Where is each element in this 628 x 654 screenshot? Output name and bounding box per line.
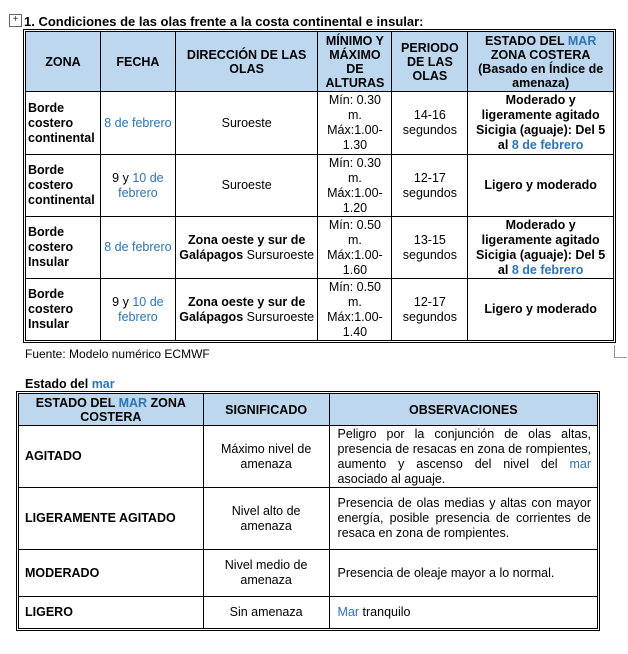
row-fecha <box>100 217 175 279</box>
row-zona: Borde costero Insular <box>26 217 101 279</box>
row-periodo: 12-17 segundos <box>392 155 468 217</box>
table-header-row <box>26 32 614 92</box>
dir: Suroeste <box>221 115 272 130</box>
row-direccion <box>175 92 318 155</box>
estado: Ligero y moderado <box>484 178 597 192</box>
estado: Moderado y ligeramente agitado Sicigia (aguaje): Del 5 al <box>476 217 606 277</box>
row-fecha <box>100 279 175 341</box>
header-significado: SIGNIFICADO <box>203 394 329 426</box>
row-direccion <box>175 279 318 341</box>
header-estado <box>468 32 614 92</box>
table-header-row <box>19 394 598 426</box>
wave-conditions-table <box>25 31 614 341</box>
dir-bold: Zona oeste y sur de Galápagos <box>179 294 306 324</box>
obs-pre: Peligro por la conjunción de olas altas, presencia de resacas en zona de rompientes, aumento y ascenso del nivel del <box>337 426 591 471</box>
header-zona: ZONA <box>26 32 101 92</box>
sea-state-table <box>18 393 598 629</box>
fecha-hl: 10 de febrero <box>118 294 164 324</box>
obs-post: asociado al aguaje. <box>337 471 446 486</box>
header-estado-c: (Basado en Índice de amenaza) <box>478 61 604 90</box>
fecha-pre: 9 y <box>112 170 133 185</box>
row-estado: LIGERO <box>19 597 204 629</box>
row-periodo: 12-17 segundos <box>392 279 468 341</box>
row-estado <box>468 155 614 217</box>
row-fecha <box>100 155 175 217</box>
table-row <box>19 597 598 629</box>
row-zona: Borde costero Insular <box>26 279 101 341</box>
header-estado-a: ESTADO DEL <box>484 33 568 48</box>
row-estado <box>468 217 614 279</box>
obs-post: tranquilo <box>359 605 411 619</box>
row-significado: Nivel medio de amenaza <box>203 550 329 597</box>
row-significado: Sin amenaza <box>203 597 329 629</box>
header-estado-a: ESTADO DEL <box>35 395 119 410</box>
row-observaciones <box>329 426 597 488</box>
row-observaciones <box>329 550 597 597</box>
row-fecha <box>100 92 175 155</box>
dir-bold: Zona oeste y sur de Galápagos <box>179 232 306 262</box>
row-estado <box>468 92 614 155</box>
header-estado-hl: MAR <box>118 395 148 410</box>
row-significado: Nivel alto de amenaza <box>203 488 329 550</box>
header-observaciones: OBSERVACIONES <box>329 394 597 426</box>
header-minmax: MÍNIMO Y MÁXIMO DE ALTURAS <box>318 32 392 92</box>
dir: Sursuroeste <box>246 247 315 262</box>
dir: Sursuroeste <box>246 309 315 324</box>
header-estado-b: ZONA COSTERA <box>490 47 591 62</box>
row-estado: MODERADO <box>19 550 204 597</box>
header-periodo: PERIODO DE LAS OLAS <box>392 32 468 92</box>
row-observaciones <box>329 597 597 629</box>
fecha-pre: 9 y <box>112 294 133 309</box>
row-minmax: Mín: 0.50 m. Máx:1.00-1.60 <box>318 217 392 279</box>
table-row <box>26 279 614 341</box>
table-row <box>26 92 614 155</box>
table-row <box>19 550 598 597</box>
row-observaciones <box>329 488 597 550</box>
fecha-hl: 8 de febrero <box>104 115 172 130</box>
source-note: Fuente: Modelo numérico ECMWF <box>25 347 210 361</box>
row-estado <box>468 279 614 341</box>
subtitle <box>25 377 115 391</box>
row-direccion <box>175 217 318 279</box>
row-minmax: Mín: 0.30 m. Máx:1.00-1.20 <box>318 155 392 217</box>
row-periodo: 13-15 segundos <box>392 217 468 279</box>
estado: Ligero y moderado <box>484 302 597 316</box>
row-periodo: 14-16 segundos <box>392 92 468 155</box>
subtitle-a: Estado del <box>25 377 92 391</box>
table-row <box>19 426 598 488</box>
section-title: 1. Condiciones de las olas frente a la costa continental e insular: <box>24 14 424 29</box>
row-significado: Máximo nivel de amenaza <box>203 426 329 488</box>
fecha-hl: 10 de febrero <box>118 170 164 200</box>
estado-hl: 8 de febrero <box>511 138 584 152</box>
row-zona: Borde costero continental <box>26 155 101 217</box>
table-row <box>26 217 614 279</box>
header-estado-hl: MAR <box>567 33 597 48</box>
estado: Moderado y ligeramente agitado Sicigia (aguaje): Del 5 al <box>476 93 606 152</box>
obs-pre: Presencia de olas medias y altas con mayor energía, posible presencia de corrientes de resaca en zona de rompientes. <box>337 496 591 540</box>
table-move-handle-icon[interactable]: + <box>9 14 22 27</box>
header-estado <box>19 394 204 426</box>
row-minmax: Mín: 0.50 m. Máx:1.00-1.40 <box>318 279 392 341</box>
obs-hl: Mar <box>337 605 360 619</box>
paragraph-end-marker-icon <box>614 345 627 358</box>
subtitle-hl: mar <box>91 377 115 391</box>
row-minmax: Mín: 0.30 m. Máx:1.00-1.30 <box>318 92 392 155</box>
row-estado: AGITADO <box>19 426 204 488</box>
table-row <box>26 155 614 217</box>
obs-pre: Presencia de oleaje mayor a lo normal. <box>337 565 555 580</box>
header-fecha: FECHA <box>100 32 175 92</box>
dir: Suroeste <box>221 178 272 192</box>
row-estado: LIGERAMENTE AGITADO <box>19 488 204 550</box>
obs-hl: mar <box>569 456 591 471</box>
fecha-hl: 8 de febrero <box>104 240 172 254</box>
row-zona: Borde costero continental <box>26 92 101 155</box>
row-direccion <box>175 155 318 217</box>
estado-hl: 8 de febrero <box>511 262 584 277</box>
header-direccion: DIRECCIÓN DE LAS OLAS <box>175 32 318 92</box>
table-row <box>19 488 598 550</box>
header-estado-b: ZONA COSTERA <box>80 395 186 424</box>
